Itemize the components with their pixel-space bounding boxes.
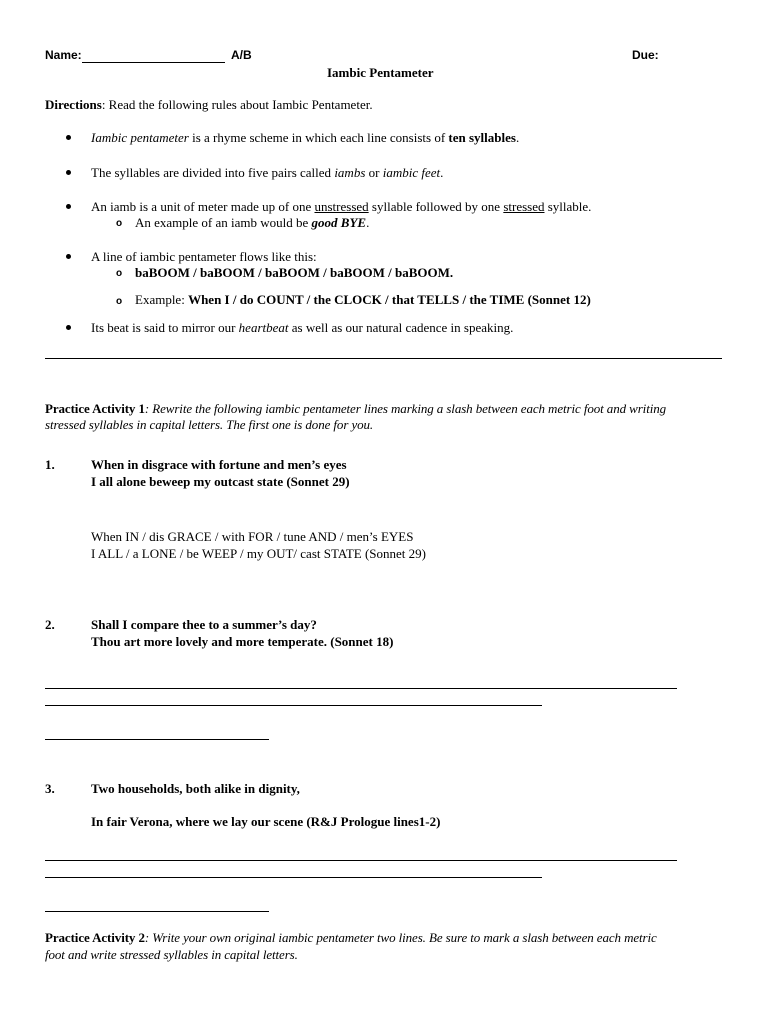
rule-4: A line of iambic pentameter flows like this:	[91, 249, 317, 264]
circle-bullet-icon: o	[116, 296, 123, 307]
circle-bullet-icon: o	[116, 268, 123, 279]
rule-5: Its beat is said to mirror our heartbeat as well as our natural cadence in speaking.	[91, 320, 514, 335]
bullet-icon	[66, 170, 71, 175]
bullet-icon	[66, 254, 71, 259]
bullet-icon	[66, 325, 71, 330]
page-title: Iambic Pentameter	[327, 65, 434, 80]
activity1-instructions-line2: stressed syllables in capital letters. The first one is done for you.	[45, 417, 374, 432]
rule-1: Iambic pentameter is a rhyme scheme in which each line consists of ten syllables.	[91, 130, 520, 145]
rule-3: An iamb is a unit of meter made up of one unstressed syllable followed by one stressed syllable.	[91, 199, 592, 214]
answer-line[interactable]	[45, 688, 677, 689]
rule-3-sub: An example of an iamb would be good BYE.	[135, 215, 370, 230]
item-3-line1: Two households, both alike in dignity,	[91, 781, 300, 796]
directions: Directions: Read the following rules about Iambic Pentameter.	[45, 97, 373, 112]
due-label: Due:	[632, 48, 659, 62]
answer-line[interactable]	[45, 705, 542, 706]
activity2-instructions-line1: Practice Activity 2: Write your own original iambic pentameter two lines. Be sure to mark a slash between each metric	[45, 930, 657, 945]
item-2-number: 2.	[45, 617, 55, 632]
item-3-number: 3.	[45, 781, 55, 796]
answer-line[interactable]	[45, 877, 542, 878]
name-blank[interactable]	[82, 62, 225, 63]
rule-2: The syllables are divided into five pairs called iambs or iambic feet.	[91, 165, 444, 180]
item-3-line2: In fair Verona, where we lay our scene (R&J Prologue lines1-2)	[91, 814, 441, 829]
item-1-number: 1.	[45, 457, 55, 472]
rule-4-sub-2: Example: When I / do COUNT / the CLOCK / that TELLS / the TIME (Sonnet 12)	[135, 292, 591, 307]
item-1-line2: I all alone beweep my outcast state (Sonnet 29)	[91, 474, 350, 489]
item-2-line2: Thou art more lovely and more temperate. (Sonnet 18)	[91, 634, 394, 649]
item-1-answer-line1: When IN / dis GRACE / with FOR / tune AND / men’s EYES	[91, 529, 414, 544]
item-1-line1: When in disgrace with fortune and men’s eyes	[91, 457, 347, 472]
activity2-instructions-line2: foot and write stressed syllables in capital letters.	[45, 947, 298, 962]
answer-line[interactable]	[45, 911, 269, 912]
name-label: Name:	[45, 48, 82, 62]
rule-4-sub-1: baBOOM / baBOOM / baBOOM / baBOOM / baBOOM.	[135, 265, 454, 280]
activity1-instructions-line1: Practice Activity 1: Rewrite the following iambic pentameter lines marking a slash between each metric foot and writing	[45, 401, 667, 416]
circle-bullet-icon: o	[116, 218, 123, 229]
section-divider	[45, 358, 722, 359]
answer-line[interactable]	[45, 739, 269, 740]
item-2-line1: Shall I compare thee to a summer’s day?	[91, 617, 317, 632]
bullet-icon	[66, 135, 71, 140]
item-1-answer-line2: I ALL / a LONE / be WEEP / my OUT/ cast STATE (Sonnet 29)	[91, 546, 426, 561]
ab-label: A/B	[231, 48, 252, 62]
answer-line[interactable]	[45, 860, 677, 861]
bullet-icon	[66, 204, 71, 209]
